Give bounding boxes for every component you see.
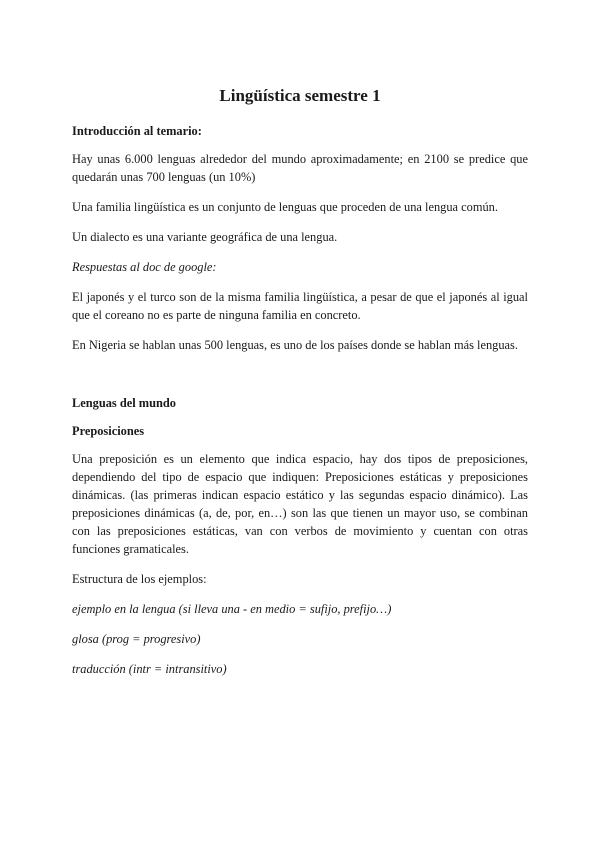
paragraph-japanese-turkish: El japonés y el turco son de la misma familia lingüística, a pesar de que el japonés al igual que el coreano no es parte de ninguna familia en concreto. [72,290,528,322]
examples-structure-label: Estructura de los ejemplos: [72,572,207,586]
document-title: Lingüística semestre 1 [219,86,381,105]
paragraph-prepositions: Una preposición es un elemento que indica espacio, hay dos tipos de preposiciones, dependiendo del tipo de espacio que indiquen: Preposiciones estáticas y preposiciones dinámicas. (las primeras indican espacio estático y las segundas espacio dinámico). Las preposiciones dinámicas (a, de, por, en…) son las que tienen un mayor uso, se combinan con las preposiciones estáticas, van con verbos de movimiento y cuentan con otras funciones gramaticales. [72,452,528,556]
paragraph-languages-count: Hay unas 6.000 lenguas alrededor del mundo aproximadamente; en 2100 se predice que quedarán unas 700 lenguas (un 10%) [72,152,528,184]
paragraph-nigeria: En Nigeria se hablan unas 500 lenguas, es uno de los países donde se hablan más lenguas. [72,338,518,352]
paragraph-language-family: Una familia lingüística es un conjunto de lenguas que proceden de una lengua común. [72,200,498,214]
translation-line: traducción (intr = intransitivo) [72,662,227,676]
google-doc-heading: Respuestas al doc de google: [72,260,217,274]
gloss-line: glosa (prog = progresivo) [72,632,201,646]
prepositions-heading: Preposiciones [72,424,145,438]
example-line: ejemplo en la lengua (si lleva una - en medio = sufijo, prefijo…) [72,602,392,616]
world-languages-heading: Lenguas del mundo [72,396,176,410]
document-body [72,122,528,678]
intro-heading: Introducción al temario: [72,124,202,138]
paragraph-dialect: Un dialecto es una variante geográfica de una lengua. [72,230,338,244]
